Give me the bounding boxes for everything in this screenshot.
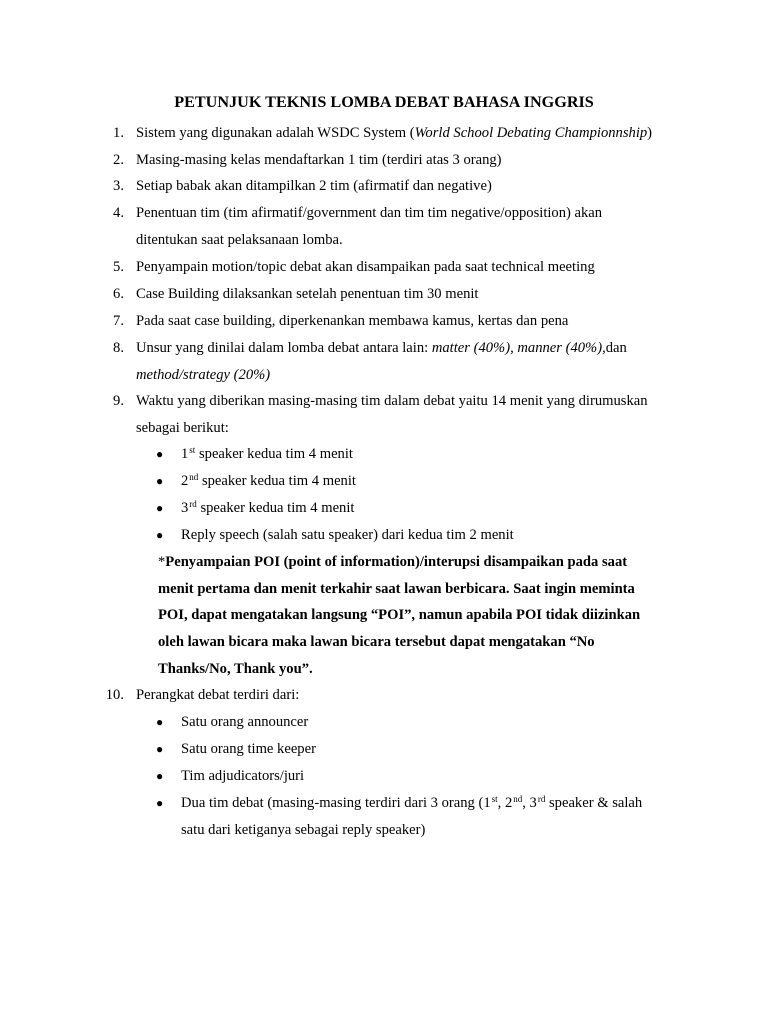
bullet-icon: ● xyxy=(156,474,164,488)
item-text: Unsur yang dinilai dalam lomba debat antara lain: xyxy=(136,340,432,356)
bullet-icon: ● xyxy=(156,447,164,461)
bullet-item xyxy=(181,498,354,519)
item-number: 10. xyxy=(105,687,124,703)
bullet-item: Satu orang time keeper xyxy=(181,741,316,757)
ordinal-suffix: nd xyxy=(189,472,199,482)
note-line: Thanks/No, Thank you”. xyxy=(158,661,313,677)
item-text-end: ) xyxy=(647,125,653,141)
bullet-item-continuation: satu dari ketiganya sebagai reply speaker) xyxy=(181,822,426,838)
bullet-icon: ● xyxy=(156,769,164,783)
list-item: Setiap babak akan ditampilkan 2 tim (afirmatif dan negative) xyxy=(136,178,492,194)
ordinal-number: 3 xyxy=(181,500,189,516)
ordinal-suffix: st xyxy=(189,445,196,455)
item-italic-text: matter (40%), manner (40%), xyxy=(431,340,606,356)
ordinal-suffix: nd xyxy=(513,794,523,804)
item-number: 7. xyxy=(113,313,124,329)
note-line: menit pertama dan menit terkahir saat lawan berbicara. Saat ingin meminta xyxy=(158,581,635,597)
list-item xyxy=(136,123,652,143)
list-item xyxy=(136,338,627,358)
bullet-item: Reply speech (salah satu speaker) dari kedua tim 2 menit xyxy=(181,527,514,543)
bullet-icon: ● xyxy=(156,528,164,542)
bullet-item: Tim adjudicators/juri xyxy=(181,768,305,784)
bullet-text: speaker kedua tim 4 menit xyxy=(200,500,355,516)
bullet-text: , 2 xyxy=(497,795,513,811)
item-number: 3. xyxy=(113,178,124,194)
list-item-continuation: sebagai berikut: xyxy=(136,420,229,436)
item-number: 5. xyxy=(113,259,124,275)
bullet-text: speaker kedua tim 4 menit xyxy=(201,473,356,489)
ordinal-number: 2 xyxy=(181,473,189,489)
list-item: Pada saat case building, diperkenankan membawa kamus, kertas dan pena xyxy=(136,313,569,329)
note-line: oleh lawan bicara maka lawan bicara tersebut dapat mengatakan “No xyxy=(158,634,595,650)
bullet-item xyxy=(181,444,353,465)
bullet-icon: ● xyxy=(156,796,164,810)
item-number: 6. xyxy=(113,286,124,302)
item-number: 8. xyxy=(113,340,124,356)
bullet-text: speaker kedua tim 4 menit xyxy=(198,446,353,462)
item-text: Sistem yang digunakan adalah WSDC System ( xyxy=(136,125,415,141)
list-item-continuation: ditentukan saat pelaksanaan lomba. xyxy=(136,232,343,248)
item-italic-text: method/strategy (20%) xyxy=(136,367,271,383)
bullet-icon: ● xyxy=(156,501,164,515)
bullet-item: Satu orang announcer xyxy=(181,714,309,730)
ordinal-suffix: st xyxy=(491,794,498,804)
list-item: Perangkat debat terdiri dari: xyxy=(136,687,300,703)
ordinal-suffix: rd xyxy=(189,499,197,509)
bullet-icon: ● xyxy=(156,742,164,756)
bullet-text: , 3 xyxy=(522,795,537,811)
item-number: 9. xyxy=(113,393,124,409)
item-italic-text: World School Debating Championnship xyxy=(414,125,648,141)
item-number: 4. xyxy=(113,205,124,221)
note-line xyxy=(158,552,627,572)
list-item: Penyampain motion/topic debat akan disampaikan pada saat technical meeting xyxy=(136,259,595,275)
list-item: Penentuan tim (tim afirmatif/government dan tim tim negative/opposition) akan xyxy=(136,205,603,221)
ordinal-suffix: rd xyxy=(537,794,546,804)
list-item: Case Building dilaksankan setelah penentuan tim 30 menit xyxy=(136,286,479,302)
ordinal-number: 1 xyxy=(181,446,189,462)
item-number: 1. xyxy=(113,125,124,141)
item-text-end: dan xyxy=(605,340,627,356)
bullet-item xyxy=(181,471,356,492)
note-text: Penyampaian POI (point of information)/interupsi disampaikan pada saat xyxy=(165,554,628,570)
bullet-text: Dua tim debat (masing-masing terdiri dari 3 orang (1 xyxy=(181,795,491,811)
list-item: Waktu yang diberikan masing-masing tim dalam debat yaitu 14 menit yang dirumuskan xyxy=(136,393,648,409)
note-line: POI, dapat mengatakan langsung “POI”, namun apabila POI tidak diizinkan xyxy=(158,607,641,623)
page-title: PETUNJUK TEKNIS LOMBA DEBAT BAHASA INGGRIS xyxy=(174,93,594,111)
list-item: Masing-masing kelas mendaftarkan 1 tim (terdiri atas 3 orang) xyxy=(136,152,502,168)
bullet-icon: ● xyxy=(156,715,164,729)
note-asterisk: * xyxy=(158,554,166,570)
list-item-continuation xyxy=(136,365,270,385)
bullet-text: speaker & salah xyxy=(545,795,643,811)
item-number: 2. xyxy=(113,152,124,168)
bullet-item xyxy=(181,793,642,814)
